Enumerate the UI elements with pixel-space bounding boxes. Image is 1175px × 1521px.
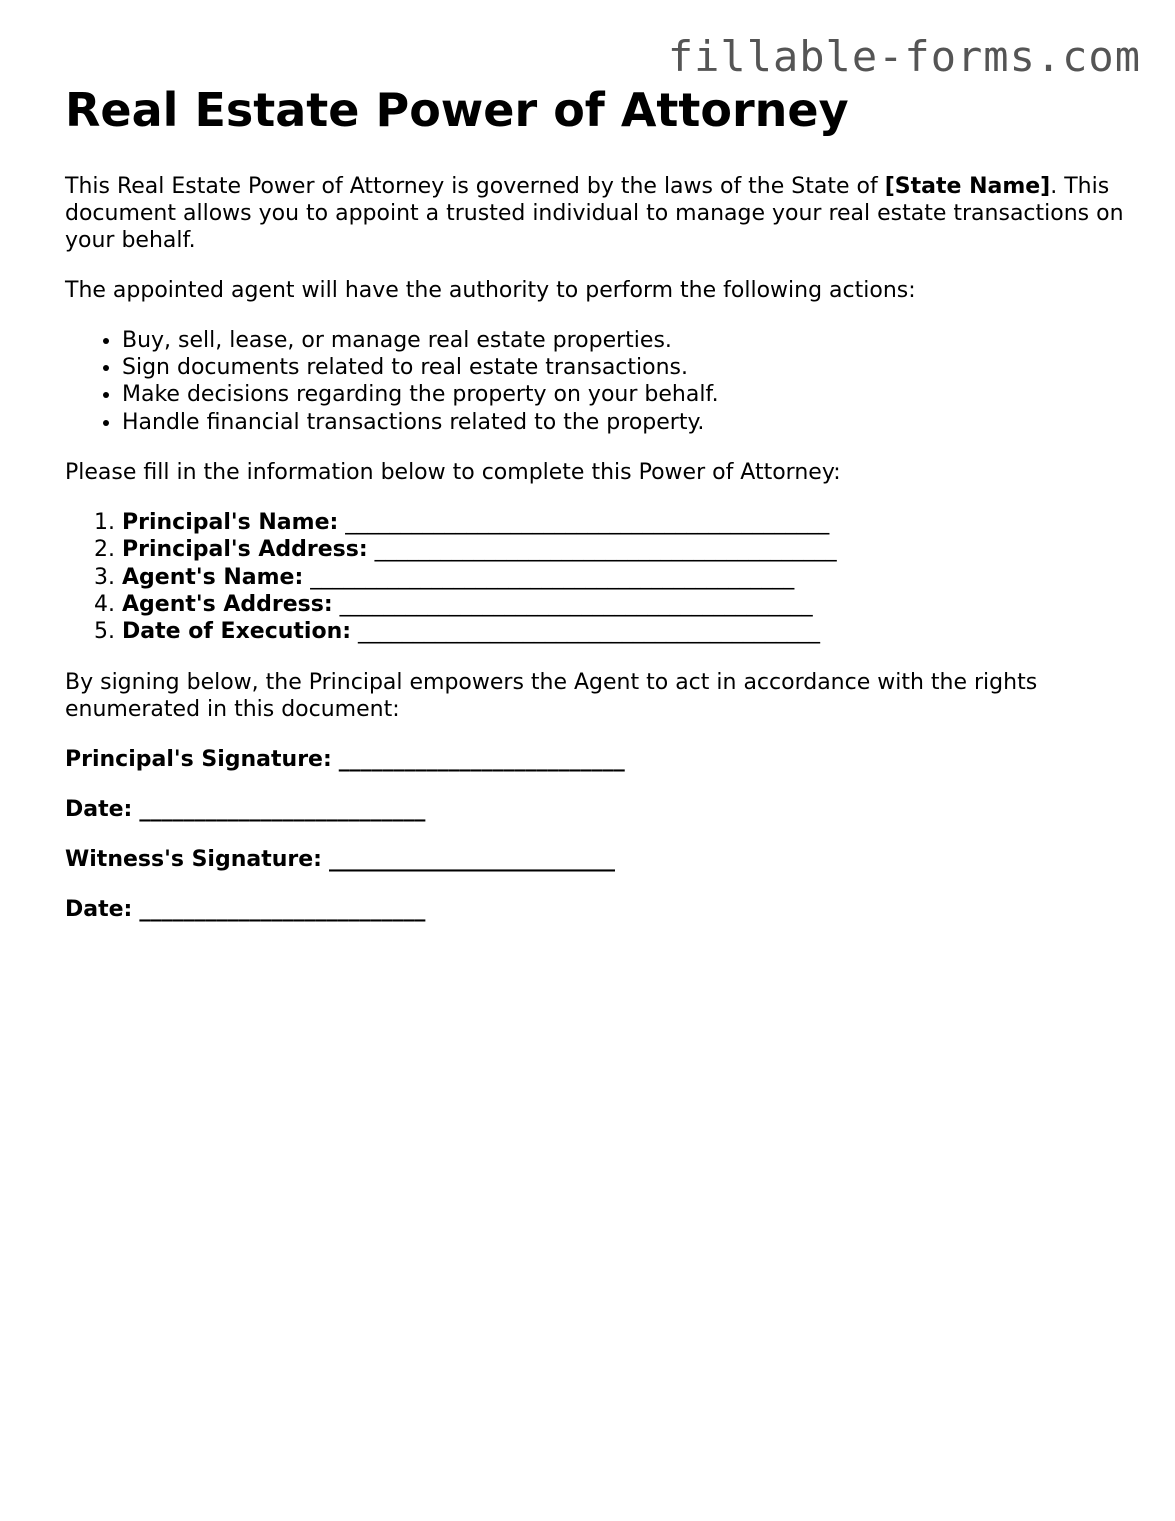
- signing-text: By signing below, the Principal empowers the Agent to act in accordance with the rights enumerated in this document:: [65, 669, 1038, 722]
- principal-name-field[interactable]: [122, 509, 1125, 536]
- signature-blank[interactable]: __________________________: [338, 746, 625, 772]
- intro-paragraph: [65, 173, 1125, 254]
- list-item: • Sign documents related to real estate transactions.: [122, 354, 1125, 381]
- intro-prefix: This Real Estate Power of Attorney is governed by the laws of the State of: [65, 173, 885, 199]
- field-blank[interactable]: __________________________________________: [358, 619, 821, 645]
- field-blank[interactable]: ____________________________________________: [345, 510, 830, 536]
- state-name-placeholder: [State Name]: [884, 173, 1051, 199]
- actions-intro: The appointed agent will have the authority to perform the following actions:: [65, 277, 916, 303]
- field-label: Agent's Address:: [122, 591, 333, 617]
- intro-suffix: . This document allows you to appoint a trusted individual to manage your real estate transactions on your behalf.: [65, 173, 1124, 253]
- agent-name-field[interactable]: [122, 564, 1125, 591]
- field-label: Principal's Name:: [122, 510, 339, 536]
- fill-intro: Please fill in the information below to complete this Power of Attorney:: [65, 460, 841, 486]
- witness-date-line[interactable]: [65, 896, 1125, 923]
- principal-date-line[interactable]: [65, 796, 1125, 823]
- agent-address-field[interactable]: [122, 591, 1125, 618]
- document-page: [65, 84, 1125, 946]
- field-label: Date of Execution:: [122, 619, 352, 645]
- principal-address-field[interactable]: [122, 536, 1125, 563]
- field-blank[interactable]: ____________________________________________: [310, 564, 795, 590]
- page-title: Real Estate Power of Attorney: [65, 83, 849, 137]
- watermark: fillable-forms.com: [667, 32, 1141, 81]
- field-label: Principal's Address:: [122, 537, 368, 563]
- signature-label: Date:: [65, 796, 133, 822]
- signature-blank[interactable]: __________________________: [328, 846, 615, 872]
- signature-label: Witness's Signature:: [65, 846, 322, 872]
- actions-list: [65, 327, 1125, 436]
- field-blank[interactable]: ___________________________________________: [339, 591, 813, 617]
- field-label: Agent's Name:: [122, 564, 304, 590]
- signature-blank[interactable]: __________________________: [139, 896, 426, 922]
- principal-signature-line[interactable]: [65, 746, 1125, 773]
- signature-label: Date:: [65, 896, 133, 922]
- date-of-execution-field[interactable]: [122, 618, 1125, 645]
- signature-blank[interactable]: __________________________: [139, 796, 426, 822]
- witness-signature-line[interactable]: [65, 846, 1125, 873]
- list-item: • Handle financial transactions related to the property.: [122, 409, 1125, 436]
- list-item: • Buy, sell, lease, or manage real estate properties.: [122, 327, 1125, 354]
- signature-label: Principal's Signature:: [65, 746, 332, 772]
- field-blank[interactable]: __________________________________________: [374, 537, 837, 563]
- fields-list: [65, 509, 1125, 645]
- list-item: • Make decisions regarding the property on your behalf.: [122, 381, 1125, 408]
